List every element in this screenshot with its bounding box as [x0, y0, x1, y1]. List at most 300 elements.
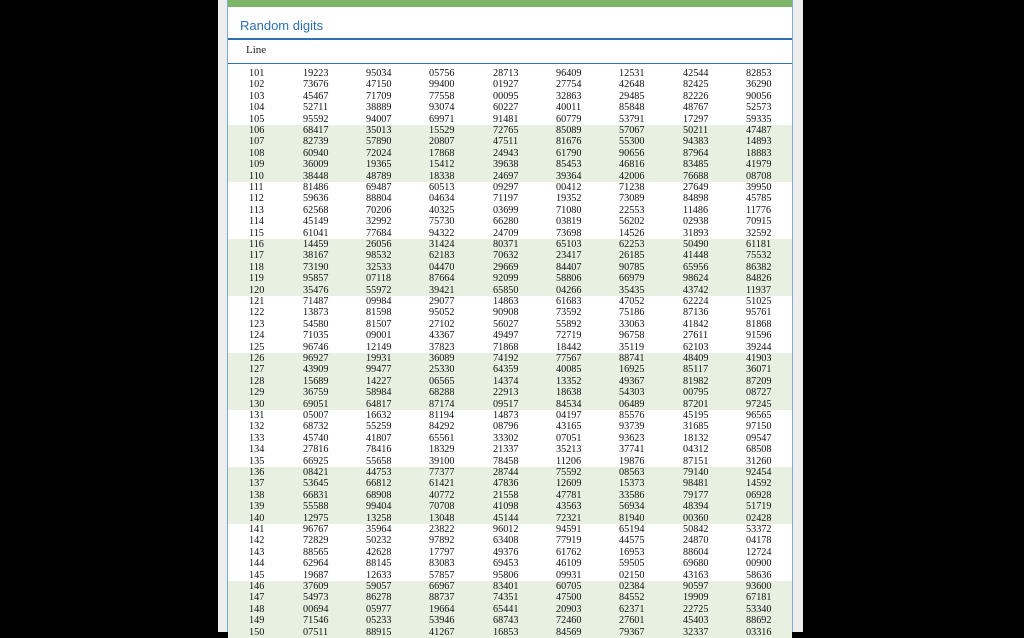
digit-group: 11206 [556, 455, 582, 467]
digit-group: 72460 [556, 615, 582, 627]
table-row [228, 478, 792, 489]
table-row [228, 387, 792, 398]
digit-group: 55300 [619, 136, 645, 148]
digit-group: 41807 [366, 432, 392, 444]
digit-group: 47836 [493, 478, 519, 490]
digit-group: 00900 [746, 558, 772, 570]
digit-group: 81598 [366, 307, 392, 319]
digit-group: 88804 [366, 193, 392, 205]
digit-group: 81486 [303, 182, 329, 193]
digit-group: 13352 [556, 375, 582, 387]
digit-group: 55259 [366, 421, 392, 433]
table-row [228, 513, 792, 524]
digit-group: 65561 [429, 432, 455, 444]
digit-group: 25330 [429, 364, 455, 376]
digit-group: 41842 [683, 318, 709, 330]
digit-group: 35013 [366, 125, 392, 136]
digit-group: 77377 [429, 467, 455, 478]
table-row [228, 330, 792, 341]
digit-group: 76688 [683, 170, 709, 182]
digit-group: 04266 [556, 284, 582, 296]
digit-group: 77567 [556, 353, 582, 364]
line-number: 132 [249, 421, 265, 433]
digit-group: 72765 [493, 125, 519, 136]
line-number: 149 [249, 615, 265, 627]
digit-group: 48767 [683, 102, 709, 114]
digit-group: 27601 [619, 615, 645, 627]
digit-group: 59636 [303, 193, 329, 205]
digit-group: 87664 [429, 273, 455, 285]
digit-group: 07511 [303, 626, 329, 638]
table-page [227, 0, 793, 638]
line-number: 146 [249, 581, 265, 592]
line-number: 142 [249, 535, 265, 547]
digit-group: 91596 [746, 330, 772, 342]
digit-group: 24870 [683, 535, 709, 547]
digit-group: 45467 [303, 90, 329, 102]
digit-group: 04470 [429, 261, 455, 273]
digit-group: 48409 [683, 353, 709, 364]
digit-group: 67181 [746, 592, 772, 604]
digit-group: 26056 [366, 239, 392, 250]
table-row [228, 148, 792, 159]
digit-group: 38889 [366, 102, 392, 114]
digit-group: 53372 [746, 524, 772, 535]
digit-group: 69051 [303, 398, 329, 410]
table-row [228, 592, 792, 603]
digit-group: 70915 [746, 216, 772, 228]
digit-group: 03316 [746, 626, 772, 638]
digit-group: 43909 [303, 364, 329, 376]
digit-group: 97150 [746, 421, 772, 433]
digit-group: 58806 [556, 273, 582, 285]
digit-group: 49376 [493, 546, 519, 558]
digit-group: 84407 [556, 261, 582, 273]
digit-group: 21558 [493, 489, 519, 501]
line-number: 123 [249, 318, 265, 330]
digit-group: 42006 [619, 170, 645, 182]
digit-group: 14227 [366, 375, 392, 387]
table-row [228, 262, 792, 273]
digit-group: 88741 [619, 353, 645, 364]
table-row [228, 353, 792, 364]
line-number: 130 [249, 398, 265, 410]
line-number: 105 [249, 113, 265, 125]
line-number: 126 [249, 353, 265, 364]
digit-group: 84898 [683, 193, 709, 205]
digit-group: 47487 [746, 125, 772, 136]
table-row [228, 102, 792, 113]
digit-group: 59505 [619, 558, 645, 570]
digit-group: 68508 [746, 444, 772, 456]
digit-group: 74351 [493, 592, 519, 604]
digit-group: 36089 [429, 353, 455, 364]
digit-group: 57067 [619, 125, 645, 136]
digit-group: 36009 [303, 159, 329, 171]
table-row [228, 193, 792, 204]
line-number: 117 [249, 250, 264, 262]
digit-group: 45785 [746, 193, 772, 205]
digit-group: 93074 [429, 102, 455, 114]
digit-group: 18638 [556, 387, 582, 399]
digit-group: 33302 [493, 432, 519, 444]
digit-group: 94591 [556, 524, 582, 535]
line-number: 113 [249, 204, 264, 216]
digit-group: 07118 [366, 273, 392, 285]
digit-group: 09001 [366, 330, 392, 342]
digit-group: 38167 [303, 250, 329, 262]
line-number: 101 [249, 68, 265, 79]
digit-group: 11937 [746, 284, 772, 296]
digit-group: 68908 [366, 489, 392, 501]
digit-group: 72829 [303, 535, 329, 547]
digit-group: 18442 [556, 341, 582, 353]
digit-group: 61762 [556, 546, 582, 558]
digit-group: 12149 [366, 341, 392, 353]
table-row [228, 581, 792, 592]
digit-group: 47500 [556, 592, 582, 604]
table-row [228, 285, 792, 296]
digit-group: 47052 [619, 296, 645, 307]
digit-group: 55658 [366, 455, 392, 467]
digit-group: 47781 [556, 489, 582, 501]
digit-group: 81507 [366, 318, 392, 330]
digit-group: 33586 [619, 489, 645, 501]
digit-group: 05977 [366, 603, 392, 615]
digit-group: 73089 [619, 193, 645, 205]
digit-group: 84569 [556, 626, 582, 638]
table-row [228, 91, 792, 102]
digit-group: 06489 [619, 398, 645, 410]
digit-group: 52711 [303, 102, 329, 114]
line-number: 124 [249, 330, 265, 342]
digit-group: 99477 [366, 364, 392, 376]
digit-group: 41267 [429, 626, 455, 638]
digit-group: 42648 [619, 79, 645, 91]
line-number: 107 [249, 136, 265, 148]
digit-group: 90056 [746, 90, 772, 102]
digit-group: 28744 [493, 467, 519, 478]
digit-group: 87964 [683, 147, 709, 159]
digit-group: 70708 [429, 501, 455, 513]
digit-group: 93739 [619, 421, 645, 433]
digit-group: 18132 [683, 432, 709, 444]
digit-group: 04634 [429, 193, 455, 205]
line-number: 106 [249, 125, 265, 136]
digit-group: 79367 [619, 626, 645, 638]
digit-group: 28713 [493, 68, 519, 79]
digit-group: 62103 [683, 341, 709, 353]
digit-group: 24709 [493, 227, 519, 239]
digit-group: 45195 [683, 410, 709, 421]
digit-group: 13048 [429, 512, 455, 524]
digit-group: 50232 [366, 535, 392, 547]
digit-group: 31260 [746, 455, 772, 467]
digit-group: 00360 [683, 512, 709, 524]
digit-group: 91481 [493, 113, 519, 125]
digit-group: 55892 [556, 318, 582, 330]
digit-group: 90656 [619, 147, 645, 159]
digit-group: 12975 [303, 512, 329, 524]
digit-group: 90908 [493, 307, 519, 319]
digit-group: 08563 [619, 467, 645, 478]
digit-group: 71035 [303, 330, 329, 342]
digit-group: 78416 [366, 444, 392, 456]
digit-group: 71197 [493, 193, 519, 205]
digit-group: 82425 [683, 79, 709, 91]
digit-group: 69680 [683, 558, 709, 570]
digit-group: 85576 [619, 410, 645, 421]
digit-group: 39244 [746, 341, 772, 353]
table-row [228, 558, 792, 569]
line-number: 116 [249, 239, 264, 250]
digit-group: 17797 [429, 546, 455, 558]
digit-group: 68288 [429, 387, 455, 399]
digit-group: 05233 [366, 615, 392, 627]
table-row [228, 216, 792, 227]
header-divider [228, 63, 792, 64]
digit-group: 81982 [683, 375, 709, 387]
digit-group: 49497 [493, 330, 519, 342]
digit-group: 44575 [619, 535, 645, 547]
digit-group: 32533 [366, 261, 392, 273]
digit-group: 70206 [366, 204, 392, 216]
line-number: 121 [249, 296, 265, 307]
digit-group: 71868 [493, 341, 519, 353]
line-number: 134 [249, 444, 265, 456]
digit-group: 14374 [493, 375, 519, 387]
digit-group: 87136 [683, 307, 709, 319]
digit-group: 43163 [683, 569, 709, 581]
line-number: 145 [249, 569, 265, 581]
digit-group: 39421 [429, 284, 455, 296]
digit-group: 87174 [429, 398, 455, 410]
line-number: 148 [249, 603, 265, 615]
digit-group: 75592 [556, 467, 582, 478]
line-number: 103 [249, 90, 265, 102]
digit-group: 59057 [366, 581, 392, 592]
digit-group: 84826 [746, 273, 772, 285]
line-number: 131 [249, 410, 265, 421]
digit-group: 41903 [746, 353, 772, 364]
digit-group: 35119 [619, 341, 645, 353]
digit-group: 64359 [493, 364, 519, 376]
digit-group: 41098 [493, 501, 519, 513]
digit-group: 83401 [493, 581, 519, 592]
digit-group: 52573 [746, 102, 772, 114]
digit-group: 27649 [683, 182, 709, 193]
digit-group: 96012 [493, 524, 519, 535]
digit-group: 81868 [746, 318, 772, 330]
line-number: 129 [249, 387, 265, 399]
digit-group: 56934 [619, 501, 645, 513]
digit-group: 07051 [556, 432, 582, 444]
digit-group: 96746 [303, 341, 329, 353]
digit-group: 23417 [556, 250, 582, 262]
table-row [228, 456, 792, 467]
table-title: Random digits [240, 18, 324, 33]
digit-group: 24697 [493, 170, 519, 182]
digit-group: 65956 [683, 261, 709, 273]
digit-group: 45403 [683, 615, 709, 627]
digit-group: 95761 [746, 307, 772, 319]
digit-group: 22725 [683, 603, 709, 615]
line-number: 127 [249, 364, 265, 376]
line-number: 143 [249, 546, 265, 558]
table-row [228, 535, 792, 546]
digit-group: 62371 [619, 603, 645, 615]
digit-group: 85117 [683, 364, 709, 376]
table-row [228, 524, 792, 535]
table-row [228, 501, 792, 512]
digit-group: 35476 [303, 284, 329, 296]
digit-group: 43165 [556, 421, 582, 433]
digit-group: 86382 [746, 261, 772, 273]
digit-group: 27611 [683, 330, 709, 342]
digit-group: 98532 [366, 250, 392, 262]
table-row [228, 228, 792, 239]
line-number: 120 [249, 284, 265, 296]
digit-group: 87151 [683, 455, 709, 467]
line-number: 114 [249, 216, 264, 228]
table-row [228, 444, 792, 455]
digit-group: 06565 [429, 375, 455, 387]
digit-group: 14873 [493, 410, 519, 421]
table-row [228, 159, 792, 170]
digit-group: 97892 [429, 535, 455, 547]
digit-group: 49367 [619, 375, 645, 387]
line-number: 147 [249, 592, 265, 604]
digit-group: 68417 [303, 125, 329, 136]
table-row [228, 364, 792, 375]
digit-group: 96409 [556, 68, 582, 79]
digit-group: 08727 [746, 387, 772, 399]
digit-group: 86278 [366, 592, 392, 604]
digit-group: 44753 [366, 467, 392, 478]
digit-group: 08708 [746, 170, 772, 182]
line-number: 122 [249, 307, 265, 319]
digit-group: 87201 [683, 398, 709, 410]
line-number: 102 [249, 79, 265, 91]
digit-group: 56027 [493, 318, 519, 330]
digit-group: 84292 [429, 421, 455, 433]
digit-group: 42628 [366, 546, 392, 558]
digit-group: 17297 [683, 113, 709, 125]
digit-group: 65850 [493, 284, 519, 296]
digit-group: 88915 [366, 626, 392, 638]
digit-group: 80371 [493, 239, 519, 250]
digit-group: 62568 [303, 204, 329, 216]
table-row [228, 114, 792, 125]
digit-group: 04178 [746, 535, 772, 547]
digit-group: 84552 [619, 592, 645, 604]
digit-group: 81194 [429, 410, 455, 421]
digit-group: 62224 [683, 296, 709, 307]
digit-group: 47150 [366, 79, 392, 91]
digit-group: 19909 [683, 592, 709, 604]
digit-group: 20903 [556, 603, 582, 615]
digit-group: 40085 [556, 364, 582, 376]
digit-group: 39100 [429, 455, 455, 467]
line-number: 128 [249, 375, 265, 387]
digit-group: 88692 [746, 615, 772, 627]
digit-group: 71546 [303, 615, 329, 627]
digit-group: 18338 [429, 170, 455, 182]
digit-group: 35964 [366, 524, 392, 535]
digit-group: 66967 [429, 581, 455, 592]
digit-group: 88737 [429, 592, 455, 604]
digit-group: 42544 [683, 68, 709, 79]
digit-group: 23822 [429, 524, 455, 535]
line-number: 136 [249, 467, 265, 478]
digit-group: 98624 [683, 273, 709, 285]
table-row [228, 376, 792, 387]
digit-group: 37609 [303, 581, 329, 592]
digit-group: 51025 [746, 296, 772, 307]
table-row [228, 205, 792, 216]
table-row [228, 421, 792, 432]
digit-group: 99400 [429, 79, 455, 91]
digit-group: 55972 [366, 284, 392, 296]
line-number: 109 [249, 159, 265, 171]
digit-group: 79177 [683, 489, 709, 501]
digit-group: 20807 [429, 136, 455, 148]
digit-group: 66812 [366, 478, 392, 490]
table-row [228, 615, 792, 626]
digit-group: 48394 [683, 501, 709, 513]
digit-group: 43563 [556, 501, 582, 513]
digit-group: 00095 [493, 90, 519, 102]
digit-group: 15412 [429, 159, 455, 171]
digit-group: 72024 [366, 147, 392, 159]
digit-group: 27754 [556, 79, 582, 91]
line-number: 125 [249, 341, 265, 353]
digit-group: 02384 [619, 581, 645, 592]
digit-group: 16925 [619, 364, 645, 376]
digit-group: 00694 [303, 603, 329, 615]
digit-group: 08421 [303, 467, 329, 478]
digit-group: 65194 [619, 524, 645, 535]
digit-group: 96758 [619, 330, 645, 342]
digit-group: 09297 [493, 182, 519, 193]
digit-group: 41979 [746, 159, 772, 171]
digit-group: 54580 [303, 318, 329, 330]
digit-group: 09547 [746, 432, 772, 444]
digit-group: 16632 [366, 410, 392, 421]
digit-group: 60705 [556, 581, 582, 592]
digit-group: 29669 [493, 261, 519, 273]
digit-group: 27816 [303, 444, 329, 456]
digit-group: 02428 [746, 512, 772, 524]
digit-group: 43742 [683, 284, 709, 296]
table-row [228, 239, 792, 250]
digit-group: 19931 [366, 353, 392, 364]
table-row [228, 433, 792, 444]
digit-group: 82226 [683, 90, 709, 102]
digit-group: 88604 [683, 546, 709, 558]
digit-group: 40325 [429, 204, 455, 216]
digit-group: 95052 [429, 307, 455, 319]
digit-group: 11776 [746, 204, 772, 216]
digit-group: 19664 [429, 603, 455, 615]
table-row [228, 136, 792, 147]
digit-group: 31685 [683, 421, 709, 433]
digit-group: 93600 [746, 581, 772, 592]
digit-group: 27102 [429, 318, 455, 330]
digit-group: 46109 [556, 558, 582, 570]
digit-group: 36290 [746, 79, 772, 91]
digit-group: 75186 [619, 307, 645, 319]
